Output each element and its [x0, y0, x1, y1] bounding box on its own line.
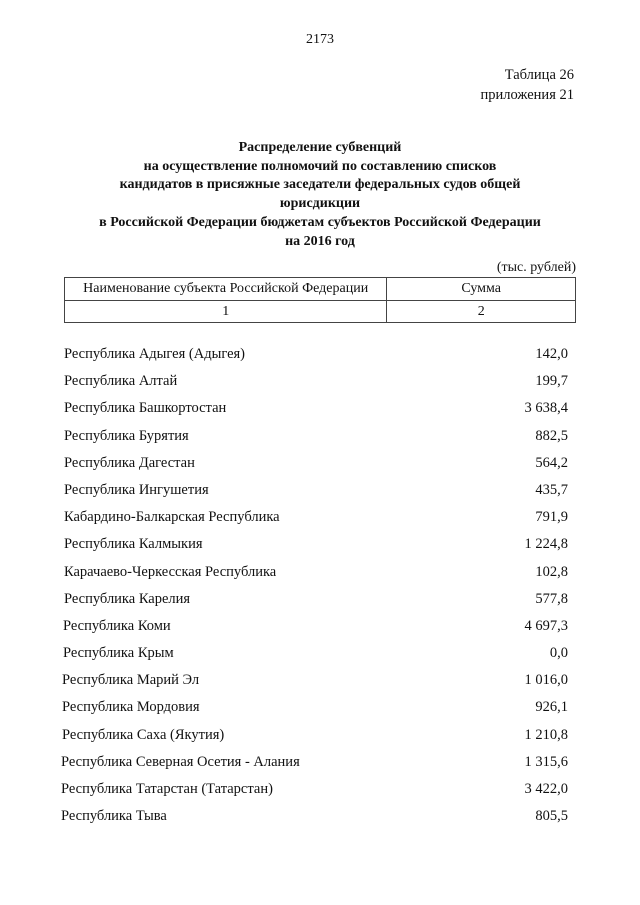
subvention-amount: 4 697,3 [524, 617, 568, 634]
table-row [0, 695, 640, 722]
title-line: юрисдикции [279, 196, 361, 212]
table-header [64, 277, 576, 323]
table-row [0, 750, 640, 777]
column-header-sum: Сумма [387, 278, 576, 301]
column-number-2: 2 [387, 301, 576, 323]
subvention-amount: 1 016,0 [524, 672, 568, 689]
table-row [0, 478, 640, 505]
region-name: Республика Северная Осетия - Алания [61, 753, 300, 770]
table-reference [481, 65, 574, 105]
table-row [0, 777, 640, 804]
region-name: Республика Коми [63, 617, 171, 634]
table-row [0, 451, 640, 478]
header-row [65, 278, 576, 301]
subvention-amount: 791,9 [535, 509, 568, 526]
table-row [0, 587, 640, 614]
region-name: Республика Карелия [64, 590, 191, 607]
subvention-amount: 1 315,6 [524, 753, 568, 770]
region-name: Республика Ингушетия [64, 481, 209, 498]
table-row [0, 532, 640, 559]
subvention-amount: 102,8 [535, 563, 568, 580]
title-line: Распределение субвенций [238, 140, 402, 155]
region-name: Кабардино-Балкарская Республика [64, 509, 280, 526]
subvention-amount: 882,5 [535, 427, 568, 444]
subvention-amount: 142,0 [535, 346, 568, 362]
region-name: Республика Алтай [64, 373, 178, 390]
table-body [0, 342, 640, 831]
region-name: Республика Марий Эл [62, 672, 200, 689]
region-name: Республика Крым [63, 645, 174, 662]
title-line: на 2016 год [285, 233, 355, 249]
title-line: кандидатов в присяжные заседатели федеральных судов общей [119, 177, 521, 193]
region-name: Республика Бурятия [64, 427, 189, 444]
region-name: Республика Мордовия [62, 699, 200, 716]
subvention-amount: 926,1 [535, 699, 568, 716]
column-header-name: Наименование субъекта Российской Федерации [65, 278, 387, 301]
subvention-amount: 3 638,4 [524, 400, 568, 417]
region-name: Республика Тыва [61, 808, 167, 825]
subvention-amount: 805,5 [535, 808, 568, 825]
subvention-amount: 1 224,8 [524, 536, 568, 553]
units-label: (тыс. рублей) [496, 260, 576, 275]
table-row [0, 342, 640, 369]
table-row [0, 369, 640, 396]
title-line: в Российской Федерации бюджетам субъектов Российской Федерации [99, 214, 541, 230]
subvention-amount: 0,0 [549, 645, 568, 662]
table-number: Таблица 26 [504, 67, 574, 83]
subvention-amount: 577,8 [535, 590, 568, 607]
subvention-amount: 3 422,0 [524, 781, 568, 797]
table-row [0, 804, 640, 831]
subvention-amount: 199,7 [535, 373, 568, 390]
page-number: 2173 [306, 32, 334, 47]
subvention-amount: 435,7 [535, 481, 568, 498]
table-row [0, 424, 640, 451]
title-line: на осуществление полномочий по составлению списков [143, 158, 497, 174]
region-name: Карачаево-Черкесская Республика [64, 563, 277, 580]
subvention-amount: 1 210,8 [524, 726, 568, 743]
table-row [0, 396, 640, 423]
column-number-row [65, 301, 576, 323]
region-name: Республика Башкортостан [64, 400, 227, 417]
table-row [0, 641, 640, 668]
region-name: Республика Саха (Якутия) [62, 726, 225, 743]
region-name: Республика Татарстан (Татарстан) [61, 781, 273, 797]
appendix-number: приложения 21 [480, 87, 574, 103]
table-row [0, 723, 640, 750]
region-name: Республика Дагестан [64, 454, 195, 471]
subvention-amount: 564,2 [535, 454, 568, 471]
table-row [0, 505, 640, 532]
table-row [0, 560, 640, 587]
region-name: Республика Калмыкия [64, 536, 203, 553]
column-number-1: 1 [65, 301, 387, 323]
region-name: Республика Адыгея (Адыгея) [64, 346, 246, 362]
table-row [0, 614, 640, 641]
table-row [0, 668, 640, 695]
document-title [60, 139, 580, 251]
